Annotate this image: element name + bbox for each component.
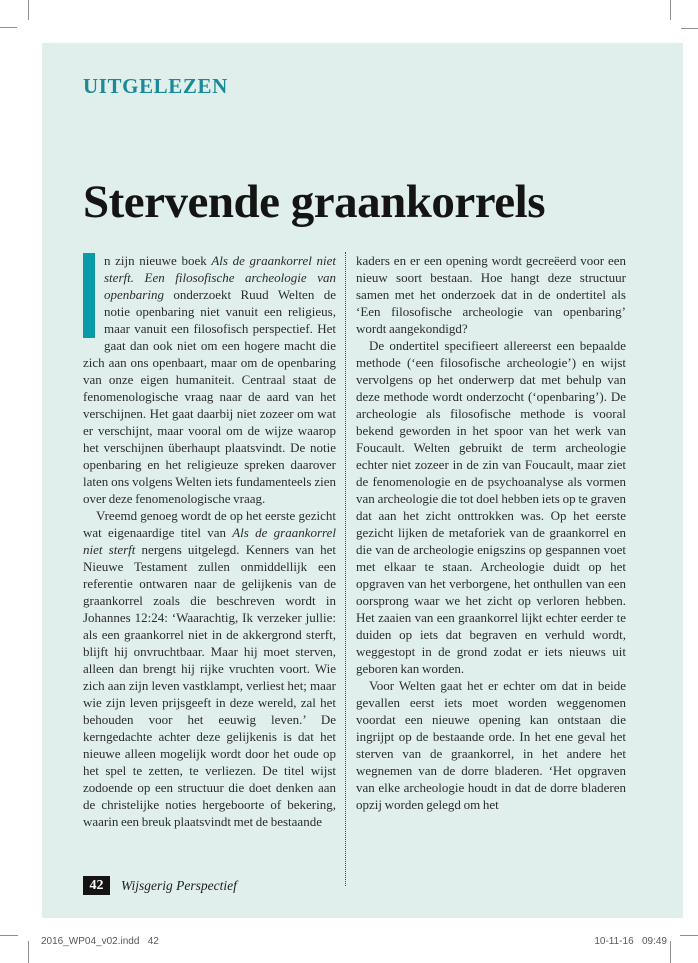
crop-mark-bottom-left-horizontal	[0, 935, 18, 936]
page-number-badge: 42	[83, 876, 110, 895]
text-run: Voor Welten gaat het er echter om dat in beide gevallen eerst iets moet worden weggenomen voordat een nieuwe opening kan ontstaan die ingrijpt op de bestaande orde. In het ene geval het sterven van de graankorrel, in het andere het wegnemen van de dorre bladeren. ‘Het opgraven van elke archeologie houdt in dat de dorre bladeren opzij worden gelegd om het	[356, 678, 626, 812]
italic-text-run: Als de graankorrel niet sterft. Een filosofische archeologie van openbaring	[104, 253, 336, 302]
article-column-left	[83, 252, 345, 886]
article-paragraph	[83, 252, 336, 507]
article-title: Stervende graankorrels	[83, 176, 545, 229]
journal-title: Wijsgerig Perspectief	[121, 877, 237, 893]
crop-mark-top-right-vertical	[670, 0, 671, 20]
print-slug-filename: 2016_WP04_v02.indd 42	[41, 936, 159, 947]
print-slug-timestamp: 10-11-16 09:49	[594, 936, 667, 947]
crop-mark-top-left-vertical	[28, 0, 29, 20]
article-paragraph	[356, 677, 626, 813]
crop-mark-top-left-horizontal	[0, 27, 17, 28]
text-run: Vreemd genoeg wordt de op het eerste gezicht wat eigenaardige titel van	[83, 508, 336, 540]
dropcap-initial-bar	[83, 253, 95, 338]
section-kicker: UITGELEZEN	[83, 74, 228, 98]
crop-mark-bottom-right-horizontal	[680, 935, 698, 936]
article-body	[83, 252, 626, 886]
article-paragraph	[356, 252, 626, 337]
crop-mark-bottom-right-vertical	[670, 941, 671, 963]
page-sheet	[42, 43, 683, 918]
crop-mark-top-right-horizontal	[681, 28, 698, 29]
crop-mark-bottom-left-vertical	[28, 941, 29, 963]
italic-text-run: Als de graankorrel niet sterft	[83, 525, 336, 557]
text-run: kaders en er een opening wordt gecreëerd voor een nieuw soort bestaan. Hoe hangt deze structuur samen met het onderzoek dat in de ondertitel als ‘Een filosofische archeologie van openbaring’ wordt aangekondigd?	[356, 253, 626, 336]
text-run: nergens uitgelegd. Kenners van het Nieuwe Testament zullen onmiddellijk een referentie ontwaren naar de gelijkenis van de graankorrel zoals die beschreven wordt in Johannes 12:24: ‘Waarachtig, Ik verzeker jullie: als een graankorrel niet in de akkergrond sterft, blijft hij onvruchtbaar. Maar hij moet sterven, alleen dan brengt hij rijke vruchten voort. Wie zich aan zijn leven vastklampt, verliest het; maar wie zijn leven prijsgeeft in deze wereld, zal het behouden voor het eeuwig leven.’ De kerngedachte achter deze gelijkenis is dat het nieuwe alleen mogelijk wordt door het oude op het spel te zetten, te verliezen. De titel wijst zodoende op een structuur die doet denken aan de christelijke noties hergeboorte of bekering, waarin een breuk plaatsvindt met de bestaande	[83, 542, 336, 829]
text-run: n zijn nieuwe boek	[104, 253, 212, 268]
article-paragraph	[356, 337, 626, 677]
text-run: onderzoekt Ruud Welten de notie openbaring niet vanuit een religieus, maar vanuit een filosofisch perspectief. Het gaat dan ook niet om een hogere macht die zich aan ons openbaart, maar om de openbaring van onze eigen humaniteit. Centraal staat de fenomenologische vraag naar de aard van het verschijnen. Het gaat daarbij niet zozeer om wat er verschijnt, maar vooral om de wijze waarop het verschijnen überhaupt plaatsvindt. De notie openbaring en het religieuze spreken daarover laten ons volgens Welten iets fundamenteels zien over deze fenomenologische vraag.	[83, 287, 336, 506]
article-paragraph	[83, 507, 336, 830]
text-run: De ondertitel specifieert allereerst een bepaalde methode (‘een filosofische archeologie’) en wijst vervolgens op het onderwerp dat met behulp van deze methode wordt onderzocht (‘openbaring’). De archeologie als filosofische methode is vooral bekend geworden in het spoor van het werk van Foucault. Welten gebruikt de term archeologie echter niet zozeer in de zin van Foucault, maar ziet de fenomenologie en de psychoanalyse als vormen van archeologie die tot doel hebben iets op te graven dat aan het zicht onttrokken was. Op het eerste gezicht lijken de metaforiek van de graankorrel en die van de archeologie enigszins op gespannen voet met elkaar te staan. Archeologie duidt op het opgraven van het verborgene, het onthullen van een oorsprong waar we het zicht op verloren hebben. Het zaaien van een graankorrel lijkt echter eerder te duiden op iets dat begraven en verhuld wordt, weggestopt in de grond zodat er iets nieuws uit geboren kan worden.	[356, 338, 626, 676]
page-footer	[83, 876, 237, 895]
article-column-right	[345, 252, 626, 886]
